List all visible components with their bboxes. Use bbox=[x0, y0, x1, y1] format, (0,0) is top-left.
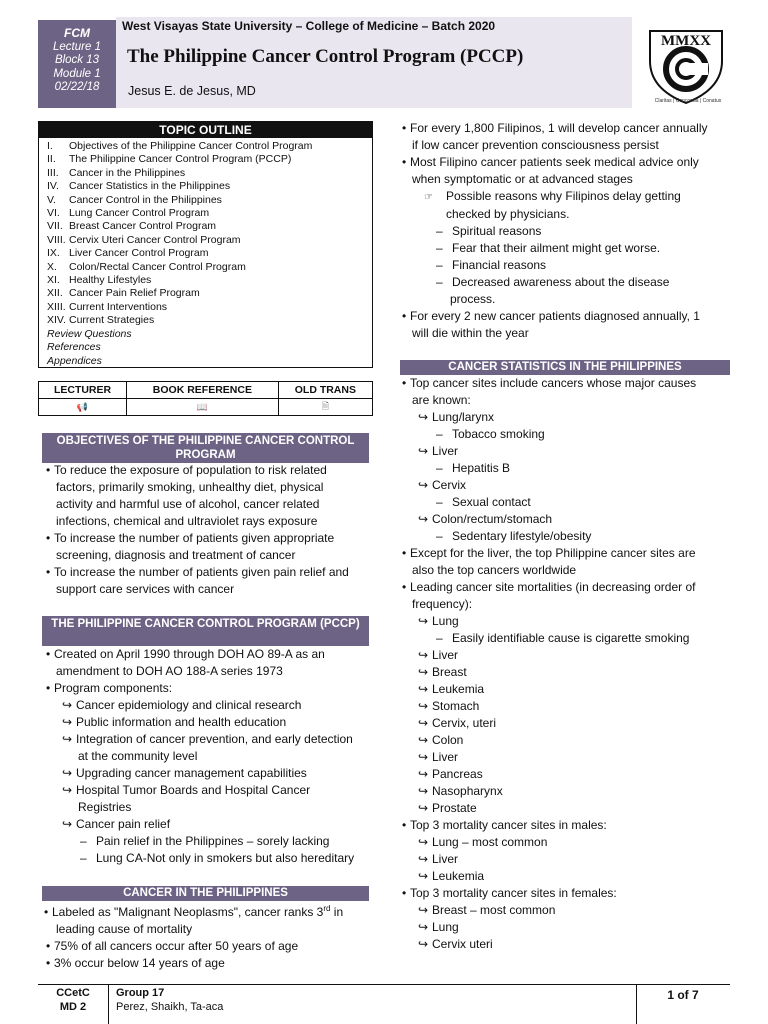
old-trans-header: OLD TRANS bbox=[278, 382, 372, 399]
bullet-marker: • bbox=[46, 956, 51, 970]
author-name: Jesus E. de Jesus, MD bbox=[128, 84, 256, 98]
list-item bbox=[44, 581, 374, 598]
list-item bbox=[400, 511, 732, 528]
list-item-text: leading cause of mortality bbox=[56, 922, 193, 936]
arrow-icon: ↪ bbox=[62, 783, 73, 797]
list-item bbox=[44, 663, 374, 680]
outline-item bbox=[47, 194, 372, 207]
lecturer-header: LECTURER bbox=[39, 382, 127, 399]
list-item bbox=[400, 223, 732, 240]
document-icon: 🗎 bbox=[278, 399, 372, 416]
list-item bbox=[400, 274, 732, 291]
list-item bbox=[44, 530, 374, 547]
list-item-text: Possible reasons why Filipinos delay getting bbox=[446, 189, 681, 203]
bullet-marker: • bbox=[402, 155, 407, 169]
list-item-text: Decreased awareness about the disease bbox=[452, 275, 670, 289]
arrow-icon: ↪ bbox=[418, 937, 429, 951]
list-item bbox=[400, 732, 732, 749]
list-item bbox=[400, 800, 732, 817]
lecture-info-badge bbox=[38, 20, 116, 108]
footer-group bbox=[116, 986, 223, 1014]
list-item bbox=[400, 188, 732, 206]
list-item bbox=[44, 799, 374, 816]
bullet-marker: • bbox=[46, 681, 51, 695]
megaphone-icon: 📢 bbox=[39, 399, 127, 416]
list-item-text: Top 3 mortality cancer sites in females: bbox=[410, 886, 617, 900]
badge-line: 02/22/18 bbox=[54, 81, 100, 93]
list-item-text: checked by physicians. bbox=[446, 207, 570, 221]
list-item-text: at the community level bbox=[78, 749, 198, 763]
page-number: 1 of 7 bbox=[667, 988, 699, 1002]
outline-item-number: IX. bbox=[47, 247, 60, 260]
outline-extra-item: Review Questions bbox=[47, 327, 132, 340]
badge-line: Module 1 bbox=[53, 67, 101, 80]
list-item-text: Labeled as "Malignant Neoplasms", cancer ranks 3rd in bbox=[52, 904, 344, 919]
list-item-text: Most Filipino cancer patients seek medical advice only bbox=[410, 155, 699, 169]
list-item bbox=[44, 816, 374, 833]
objectives-heading: OBJECTIVES OF THE PHILIPPINE CANCER CONTROL PROGRAM bbox=[42, 433, 369, 463]
list-item bbox=[44, 731, 374, 748]
footer-group-name: Group 17 bbox=[116, 987, 165, 999]
pccp-list bbox=[44, 646, 374, 867]
list-item-text: Registries bbox=[78, 800, 132, 814]
list-item bbox=[400, 325, 732, 342]
bullet-marker: • bbox=[402, 121, 407, 135]
list-item-text: Cancer pain relief bbox=[76, 817, 171, 831]
list-item-text: Breast bbox=[432, 665, 467, 679]
arrow-icon: ↪ bbox=[418, 750, 429, 764]
outline-item-text: Breast Cancer Control Program bbox=[69, 220, 217, 233]
list-item bbox=[400, 375, 732, 392]
bullet-marker: • bbox=[46, 939, 51, 953]
list-item-text: Liver bbox=[432, 648, 459, 662]
list-item-text: factors, primarily smoking, unhealthy diet, physical bbox=[56, 480, 324, 494]
list-item-text: Cervix bbox=[432, 478, 467, 492]
bullet-marker: – bbox=[436, 224, 443, 238]
list-item bbox=[44, 646, 374, 663]
pccp-heading: THE PHILIPPINE CANCER CONTROL PROGRAM (PCCP) bbox=[42, 616, 369, 646]
arrow-icon: ↪ bbox=[62, 715, 73, 729]
outline-item bbox=[47, 153, 372, 166]
list-item bbox=[400, 120, 732, 137]
book-reference-header: BOOK REFERENCE bbox=[127, 382, 279, 399]
bullet-marker: • bbox=[402, 886, 407, 900]
list-item-text: Leukemia bbox=[432, 869, 485, 883]
list-item-text: Upgrading cancer management capabilities bbox=[76, 766, 307, 780]
list-item bbox=[400, 630, 732, 647]
list-item-text: For every 2 new cancer patients diagnosed annually, 1 bbox=[410, 309, 700, 323]
arrow-icon: ↪ bbox=[418, 852, 429, 866]
batch-logo-icon bbox=[642, 17, 730, 105]
footer-course bbox=[38, 986, 108, 1014]
badge-line: FCM bbox=[64, 26, 90, 40]
arrow-icon: ↪ bbox=[418, 716, 429, 730]
outline-item-text: Objectives of the Philippine Cancer Control Program bbox=[69, 140, 313, 152]
list-item bbox=[400, 426, 732, 443]
list-item-text: Nasopharynx bbox=[432, 784, 503, 798]
bullet-marker: • bbox=[46, 531, 51, 545]
outline-item bbox=[47, 274, 372, 287]
arrow-icon: ↪ bbox=[418, 699, 429, 713]
outline-item-text: Cancer Pain Relief Program bbox=[69, 287, 200, 300]
pointing-hand-icon: ☞ bbox=[424, 192, 433, 203]
footer-course-line: MD 2 bbox=[59, 1001, 87, 1013]
list-item bbox=[400, 154, 732, 171]
list-item-text: if low cancer prevention consciousness persist bbox=[412, 138, 659, 152]
arrow-icon: ↪ bbox=[62, 698, 73, 712]
bullet-marker: – bbox=[436, 275, 443, 289]
list-item bbox=[44, 513, 374, 530]
outline-item bbox=[47, 207, 372, 220]
list-item-text: Pancreas bbox=[432, 767, 483, 781]
list-item bbox=[44, 921, 374, 938]
reference-table bbox=[38, 381, 373, 416]
list-item-text: Lung bbox=[432, 920, 459, 934]
outline-item-text: Current Interventions bbox=[69, 300, 168, 313]
arrow-icon: ↪ bbox=[418, 410, 429, 424]
bullet-marker: • bbox=[402, 580, 407, 594]
list-item bbox=[400, 868, 732, 885]
list-item bbox=[400, 885, 732, 902]
list-item bbox=[400, 257, 732, 274]
list-item-text: 75% of all cancers occur after 50 years of age bbox=[54, 939, 299, 953]
outline-item-number: VI. bbox=[47, 207, 60, 220]
bullet-marker: • bbox=[402, 546, 407, 560]
list-item bbox=[44, 938, 374, 955]
list-item bbox=[44, 564, 374, 581]
list-item bbox=[400, 562, 732, 579]
list-item bbox=[400, 494, 732, 511]
outline-item-number: X. bbox=[47, 260, 57, 273]
list-item bbox=[400, 766, 732, 783]
arrow-icon: ↪ bbox=[418, 444, 429, 458]
list-item-text: screening, diagnosis and treatment of cancer bbox=[56, 548, 296, 562]
list-item bbox=[400, 834, 732, 851]
bullet-marker: – bbox=[436, 427, 443, 441]
list-item-text: Except for the liver, the top Philippine cancer sites are bbox=[410, 546, 696, 560]
arrow-icon: ↪ bbox=[62, 817, 73, 831]
list-item-text: amendment to DOH AO 188-A series 1973 bbox=[56, 664, 283, 678]
list-item bbox=[400, 817, 732, 834]
stats-heading: CANCER STATISTICS IN THE PHILIPPINES bbox=[400, 360, 730, 375]
list-item bbox=[400, 783, 732, 800]
list-item-text: Hospital Tumor Boards and Hospital Cancer bbox=[76, 783, 311, 797]
list-item-text: Pain relief in the Philippines – sorely lacking bbox=[96, 834, 330, 848]
list-item-text: Hepatitis B bbox=[452, 461, 511, 475]
list-item bbox=[44, 833, 374, 850]
list-item bbox=[400, 460, 732, 477]
outline-item-number: III. bbox=[47, 166, 59, 179]
bullet-marker: • bbox=[402, 309, 407, 323]
list-item-text: Lung – most common bbox=[432, 835, 548, 849]
list-item-text: Cervix, uteri bbox=[432, 716, 497, 730]
list-item bbox=[400, 919, 732, 936]
arrow-icon: ↪ bbox=[418, 512, 429, 526]
list-item-text: Leading cancer site mortalities (in decreasing order of bbox=[410, 580, 696, 594]
list-item-text: 3% occur below 14 years of age bbox=[54, 956, 225, 970]
outline-item-text: Cancer Control in the Philippines bbox=[69, 193, 222, 206]
footer-members: Perez, Shaikh, Ta-aca bbox=[116, 1001, 224, 1013]
list-item-text: Sexual contact bbox=[452, 495, 531, 509]
badge-line: Lecture 1 bbox=[53, 40, 101, 53]
list-item bbox=[400, 664, 732, 681]
list-item-text: Liver bbox=[432, 444, 459, 458]
list-item bbox=[400, 647, 732, 664]
bullet-marker: – bbox=[80, 834, 87, 848]
list-item-text: Spiritual reasons bbox=[452, 224, 542, 238]
outline-item-text: Cancer Statistics in the Philippines bbox=[69, 180, 231, 193]
arrow-icon: ↪ bbox=[418, 665, 429, 679]
list-item-text: Colon/rectum/stomach bbox=[432, 512, 553, 526]
bullet-marker: – bbox=[436, 631, 443, 645]
bullet-marker: – bbox=[436, 241, 443, 255]
list-item bbox=[400, 443, 732, 460]
footer-divider bbox=[108, 984, 109, 1024]
list-item-text: support care services with cancer bbox=[56, 582, 235, 596]
list-item-text: For every 1,800 Filipinos, 1 will develop cancer annually bbox=[410, 121, 708, 135]
list-item-text: Stomach bbox=[432, 699, 480, 713]
outline-extra-item: References bbox=[47, 341, 101, 354]
arrow-icon: ↪ bbox=[418, 835, 429, 849]
list-item bbox=[44, 782, 374, 799]
list-item bbox=[44, 714, 374, 731]
list-item bbox=[44, 955, 374, 972]
list-item bbox=[400, 171, 732, 188]
list-item bbox=[400, 137, 732, 154]
outline-item bbox=[47, 301, 372, 314]
outline-item bbox=[47, 261, 372, 274]
institution-name: West Visayas State University – College of Medicine – Batch 2020 bbox=[122, 19, 496, 33]
outline-item bbox=[47, 234, 372, 247]
outline-item-number: XII. bbox=[47, 287, 63, 300]
outline-item bbox=[47, 287, 372, 300]
stats-list bbox=[400, 375, 732, 953]
list-item bbox=[400, 545, 732, 562]
page-title: The Philippine Cancer Control Program (PCCP) bbox=[127, 46, 524, 67]
outline-item bbox=[47, 167, 372, 180]
list-item-text: will die within the year bbox=[412, 326, 529, 340]
list-item-text: process. bbox=[450, 292, 496, 306]
list-item bbox=[44, 462, 374, 479]
list-item-text: when symptomatic or at advanced stages bbox=[412, 172, 633, 186]
footer-course-line: CCetC bbox=[56, 987, 90, 999]
list-item bbox=[44, 765, 374, 782]
arrow-icon: ↪ bbox=[418, 920, 429, 934]
list-item bbox=[400, 613, 732, 630]
outline-item-number: XIV. bbox=[47, 314, 66, 327]
outline-item-text: Lung Cancer Control Program bbox=[69, 207, 210, 220]
list-item bbox=[400, 749, 732, 766]
outline-item bbox=[47, 220, 372, 233]
list-item-text: Cervix uteri bbox=[432, 937, 493, 951]
list-item bbox=[400, 291, 732, 308]
outline-item-number: XI. bbox=[47, 274, 60, 287]
outline-extra-item: Appendices bbox=[47, 354, 102, 367]
list-item bbox=[44, 850, 374, 867]
list-item-text: frequency): bbox=[412, 597, 473, 611]
list-item-text: activity and harmful use of alcohol, cancer related bbox=[56, 497, 320, 511]
list-item-text: Top cancer sites include cancers whose major causes bbox=[410, 376, 697, 390]
list-item bbox=[400, 477, 732, 494]
list-item bbox=[400, 902, 732, 919]
cancer-facts-list bbox=[400, 120, 732, 342]
list-item-text: Sedentary lifestyle/obesity bbox=[452, 529, 592, 543]
arrow-icon: ↪ bbox=[418, 903, 429, 917]
badge-line: Block 13 bbox=[54, 54, 100, 66]
list-item-text: infections, chemical and ultraviolet rays exposure bbox=[56, 514, 318, 528]
list-item bbox=[400, 409, 732, 426]
list-item-text: To increase the number of patients given appropriate bbox=[54, 531, 335, 545]
book-icon: 📖 bbox=[127, 399, 279, 416]
topic-outline-heading: TOPIC OUTLINE bbox=[39, 122, 372, 138]
list-item bbox=[44, 748, 374, 765]
logo-motto: Claritas | Concordia | Conatus bbox=[654, 98, 722, 104]
list-item bbox=[44, 547, 374, 564]
bullet-marker: – bbox=[436, 495, 443, 509]
list-item-text: Integration of cancer prevention, and early detection bbox=[76, 732, 353, 746]
outline-item-number: II. bbox=[47, 153, 56, 166]
objectives-list bbox=[44, 462, 374, 598]
arrow-icon: ↪ bbox=[418, 733, 429, 747]
list-item-text: Top 3 mortality cancer sites in males: bbox=[410, 818, 607, 832]
list-item-text: Lung/larynx bbox=[432, 410, 495, 424]
list-item-text: Breast – most common bbox=[432, 903, 556, 917]
list-item bbox=[44, 680, 374, 697]
list-item-text: To increase the number of patients given pain relief and bbox=[54, 565, 349, 579]
list-item bbox=[400, 596, 732, 613]
arrow-icon: ↪ bbox=[418, 784, 429, 798]
list-item bbox=[400, 206, 732, 223]
bullet-marker: • bbox=[46, 463, 51, 477]
list-item-text: Fear that their ailment might get worse. bbox=[452, 241, 661, 255]
list-item bbox=[400, 392, 732, 409]
list-item-text: Cancer epidemiology and clinical research bbox=[76, 698, 302, 712]
list-item-text: Public information and health education bbox=[76, 715, 287, 729]
bullet-marker: • bbox=[46, 647, 51, 661]
arrow-icon: ↪ bbox=[418, 682, 429, 696]
bullet-marker: – bbox=[436, 529, 443, 543]
list-item-text: are known: bbox=[412, 393, 471, 407]
outline-item bbox=[47, 247, 372, 260]
list-item bbox=[400, 308, 732, 325]
bullet-marker: • bbox=[44, 905, 49, 919]
list-item-text: To reduce the exposure of population to risk related bbox=[54, 463, 327, 477]
arrow-icon: ↪ bbox=[418, 767, 429, 781]
list-item bbox=[400, 240, 732, 257]
outline-item-text: Cancer in the Philippines bbox=[69, 166, 186, 179]
list-item-text: Lung bbox=[432, 614, 459, 628]
list-item-text: Liver bbox=[432, 750, 459, 764]
list-item bbox=[400, 681, 732, 698]
topic-outline-list bbox=[39, 138, 372, 368]
list-item-text: Prostate bbox=[432, 801, 477, 815]
outline-item-number: XIII. bbox=[47, 300, 66, 313]
arrow-icon: ↪ bbox=[418, 648, 429, 662]
list-item bbox=[400, 715, 732, 732]
outline-item-text: Cervix Uteri Cancer Control Program bbox=[69, 233, 241, 246]
list-item-text: Tobacco smoking bbox=[452, 427, 545, 441]
bullet-marker: • bbox=[402, 376, 407, 390]
bullet-marker: – bbox=[436, 258, 443, 272]
list-item-text: Easily identifiable cause is cigarette smoking bbox=[452, 631, 690, 645]
outline-item-text: Colon/Rectal Cancer Control Program bbox=[69, 260, 246, 273]
outline-item bbox=[47, 180, 372, 193]
list-item bbox=[400, 851, 732, 868]
list-item-text: Financial reasons bbox=[452, 258, 547, 272]
list-item-text: Colon bbox=[432, 733, 464, 747]
arrow-icon: ↪ bbox=[418, 869, 429, 883]
list-item bbox=[400, 528, 732, 545]
outline-item-number: I. bbox=[47, 140, 53, 152]
list-item bbox=[44, 900, 374, 921]
list-item-text: Lung CA-Not only in smokers but also hereditary bbox=[96, 851, 355, 865]
footer-divider bbox=[38, 984, 730, 985]
bullet-marker: – bbox=[80, 851, 87, 865]
outline-item-text: Current Strategies bbox=[69, 314, 155, 327]
topic-outline-box bbox=[38, 121, 373, 368]
outline-item bbox=[47, 314, 372, 327]
bullet-marker: • bbox=[46, 565, 51, 579]
arrow-icon: ↪ bbox=[62, 766, 73, 780]
arrow-icon: ↪ bbox=[418, 478, 429, 492]
bullet-marker: • bbox=[402, 818, 407, 832]
list-item bbox=[400, 698, 732, 715]
outline-item-number: IV. bbox=[47, 180, 59, 193]
list-item bbox=[44, 479, 374, 496]
outline-item-number: V. bbox=[47, 193, 56, 206]
arrow-icon: ↪ bbox=[418, 614, 429, 628]
outline-item-text: Healthy Lifestyles bbox=[69, 274, 152, 287]
logo-text: MMXX bbox=[661, 33, 711, 49]
cancer-ph-list bbox=[44, 900, 374, 972]
list-item-text: Leukemia bbox=[432, 682, 485, 696]
arrow-icon: ↪ bbox=[418, 801, 429, 815]
list-item-text: Program components: bbox=[54, 681, 173, 695]
list-item-text: also the top cancers worldwide bbox=[412, 563, 577, 577]
outline-item-number: VII. bbox=[47, 220, 63, 233]
list-item bbox=[400, 579, 732, 596]
list-item-text: Created on April 1990 through DOH AO 89-A as an bbox=[54, 647, 325, 661]
cancer-ph-heading: CANCER IN THE PHILIPPINES bbox=[42, 886, 369, 901]
arrow-icon: ↪ bbox=[62, 732, 73, 746]
list-item bbox=[44, 697, 374, 714]
outline-item-number: VIII. bbox=[47, 233, 66, 246]
list-item bbox=[44, 496, 374, 513]
outline-item-text: Liver Cancer Control Program bbox=[69, 247, 209, 260]
outline-item-text: The Philippine Cancer Control Program (PCCP) bbox=[69, 153, 292, 166]
list-item bbox=[400, 936, 732, 953]
bullet-marker: – bbox=[436, 461, 443, 475]
outline-item bbox=[47, 140, 372, 153]
list-item-text: Liver bbox=[432, 852, 459, 866]
